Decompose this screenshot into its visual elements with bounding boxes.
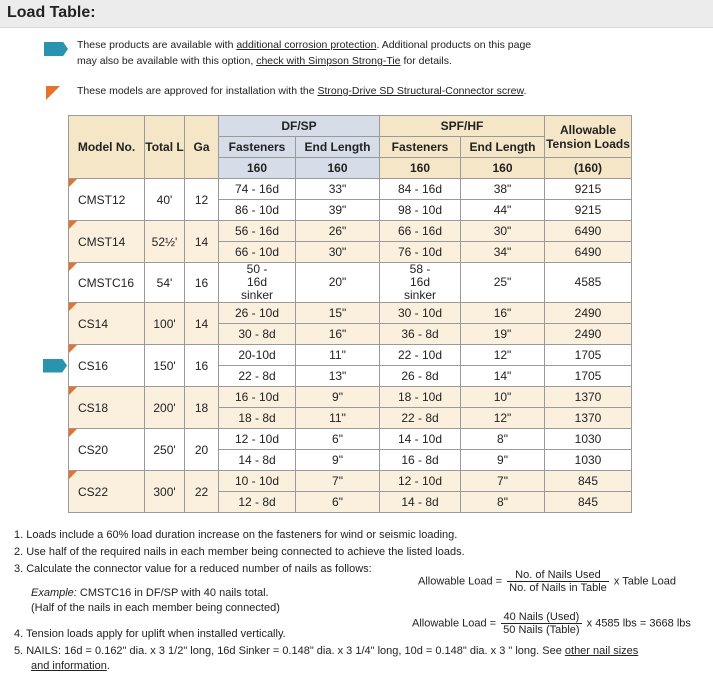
model-cell: [69, 303, 145, 345]
spf-end-length-cell: 12": [461, 408, 545, 429]
blue-flag-icon: [44, 42, 68, 56]
spf-fasteners-cell: 14 - 8d: [380, 492, 461, 513]
allowable-load-cell: 9215: [545, 179, 632, 200]
table-row: [69, 471, 632, 492]
dfsp-fasteners-cell: 18 - 8d: [219, 408, 296, 429]
spf-end-length-cell: 8": [461, 492, 545, 513]
model-cell: [69, 345, 145, 387]
sd-screw-link[interactable]: Strong-Drive SD Structural-Connector screw: [317, 85, 524, 97]
header-load-duration: 160: [296, 158, 380, 179]
orange-flag-icon: [69, 471, 77, 479]
legend-blue-text: for details.: [400, 55, 452, 67]
spf-fasteners-cell: 30 - 10d: [380, 303, 461, 324]
orange-flag-icon: [69, 387, 77, 395]
dfsp-end-length-cell: 11": [296, 408, 380, 429]
spf-end-length-cell: 7": [461, 471, 545, 492]
corrosion-protection-link[interactable]: additional corrosion protection: [236, 39, 377, 51]
dfsp-fasteners-cell: 20-10d: [219, 345, 296, 366]
note-3: 3. Calculate the connector value for a reduced number of nails as follows:: [14, 563, 372, 575]
dfsp-end-length-cell: 6": [296, 492, 380, 513]
formula-fraction: [501, 611, 581, 636]
allowable-load-cell: 1030: [545, 450, 632, 471]
spf-fasteners-cell: 14 - 10d: [380, 429, 461, 450]
spf-end-length-cell: 14": [461, 366, 545, 387]
formula-example: [412, 611, 691, 636]
header-load-duration: 160: [380, 158, 461, 179]
model-cell: [69, 429, 145, 471]
formula-numerator: No. of Nails Used: [507, 569, 609, 582]
header-spf-fasteners: Fasteners: [380, 137, 461, 158]
dfsp-fasteners-cell: 56 - 16d: [219, 221, 296, 242]
dfsp-fasteners-cell: 12 - 8d: [219, 492, 296, 513]
orange-flag-icon: [69, 221, 77, 229]
header-model: Model No.: [69, 116, 145, 179]
allowable-load-cell: 845: [545, 471, 632, 492]
header-allowable-duration: (160): [545, 158, 632, 179]
model-label: CMSTC16: [78, 275, 135, 290]
dfsp-end-length-cell: 6": [296, 429, 380, 450]
dfsp-end-length-cell: 16": [296, 324, 380, 345]
dfsp-fasteners-cell: 14 - 8d: [219, 450, 296, 471]
legend-orange-text: These models are approved for installation with the: [77, 85, 318, 97]
allowable-load-cell: 2490: [545, 324, 632, 345]
header-spf-end-length: End Length: [461, 137, 545, 158]
orange-flag-icon: [69, 345, 77, 353]
dfsp-end-length-cell: 26": [296, 221, 380, 242]
dfsp-end-length-cell: 15": [296, 303, 380, 324]
model-label: CS14: [78, 316, 109, 331]
dfsp-fasteners-cell: 26 - 10d: [219, 303, 296, 324]
header-allowable: Allowable Tension Loads: [545, 116, 632, 158]
dfsp-fasteners-cell: 30 - 8d: [219, 324, 296, 345]
allowable-load-cell: 6490: [545, 221, 632, 242]
gauge-cell: 14: [185, 303, 219, 345]
header-ga: Ga: [185, 116, 219, 179]
header-dfsp: DF/SP: [219, 116, 380, 137]
example-text: CMSTC16 in DF/SP with 40 nails total.: [76, 587, 269, 599]
spf-end-length-cell: 8": [461, 429, 545, 450]
page-title: Load Table:: [7, 4, 96, 21]
gauge-cell: 16: [185, 345, 219, 387]
total-length-cell: 200': [145, 387, 185, 429]
gauge-cell: 18: [185, 387, 219, 429]
dfsp-end-length-cell: 33": [296, 179, 380, 200]
page-header: [0, 0, 713, 28]
formula-lhs: Allowable Load =: [418, 575, 503, 588]
table-row: [69, 345, 632, 366]
spf-fasteners-cell: 12 - 10d: [380, 471, 461, 492]
dfsp-end-length-cell: 9": [296, 450, 380, 471]
spf-end-length-cell: 10": [461, 387, 545, 408]
table-body: [69, 179, 632, 513]
total-length-cell: 150': [145, 345, 185, 387]
note-2: 2. Use half of the required nails in each member being connected to achieve the listed loads.: [14, 546, 465, 558]
formula-rhs: x Table Load: [613, 575, 677, 588]
note-5-end: .: [106, 660, 110, 672]
dfsp-end-length-cell: 7": [296, 471, 380, 492]
formula-denominator: 50 Nails (Table): [503, 624, 580, 636]
allowable-load-cell: 1030: [545, 429, 632, 450]
dfsp-end-length-cell: 39": [296, 200, 380, 221]
spf-end-length-cell: 30": [461, 221, 545, 242]
model-label: CS16: [78, 358, 109, 373]
example: [31, 586, 280, 616]
note-5: [14, 644, 704, 674]
dfsp-end-length-cell: 20": [296, 263, 380, 303]
header-dfsp-fasteners: Fasteners: [219, 137, 296, 158]
legend-orange-text: .: [523, 85, 527, 97]
allowable-load-cell: 1705: [545, 345, 632, 366]
example-text-2: (Half of the nails in each member being connected): [31, 602, 280, 614]
legend-blue-text: These products are available with: [77, 39, 237, 51]
model-cell: [69, 179, 145, 221]
model-label: CMST12: [78, 192, 126, 207]
spf-end-length-cell: 12": [461, 345, 545, 366]
gauge-cell: 20: [185, 429, 219, 471]
total-length-cell: 40': [145, 179, 185, 221]
orange-flag-icon: [69, 263, 77, 271]
formula-fraction: [507, 569, 609, 594]
model-cell: [69, 471, 145, 513]
gauge-cell: 14: [185, 221, 219, 263]
cs16-blue-flag-icon: [43, 359, 67, 373]
table-row: [69, 263, 632, 303]
table-row: [69, 179, 632, 200]
header-total: Total L: [145, 116, 185, 179]
table-row: [69, 387, 632, 408]
spf-end-length-cell: 19": [461, 324, 545, 345]
table-row: [69, 221, 632, 242]
spf-fasteners-cell: 26 - 8d: [380, 366, 461, 387]
spf-fasteners-cell: 76 - 10d: [380, 242, 461, 263]
dfsp-fasteners-cell: 16 - 10d: [219, 387, 296, 408]
spf-fasteners-cell: 66 - 16d: [380, 221, 461, 242]
formula-numerator: 40 Nails (Used): [501, 611, 581, 624]
header-load-duration: 160: [461, 158, 545, 179]
spf-fasteners-cell: 22 - 8d: [380, 408, 461, 429]
allowable-load-cell: 1705: [545, 366, 632, 387]
total-length-cell: 54': [145, 263, 185, 303]
dfsp-end-length-cell: 30": [296, 242, 380, 263]
formula-lhs: Allowable Load =: [412, 617, 497, 630]
load-table: [68, 115, 632, 513]
spf-end-length-cell: 34": [461, 242, 545, 263]
orange-flag-icon: [69, 179, 77, 187]
nail-sizes-link[interactable]: other nail sizes: [564, 645, 639, 657]
model-label: CMST14: [78, 234, 126, 249]
model-label: CS22: [78, 484, 109, 499]
spf-end-length-cell: 44": [461, 200, 545, 221]
legend-orange: [77, 83, 526, 99]
total-length-cell: 300': [145, 471, 185, 513]
dfsp-end-length-cell: 11": [296, 345, 380, 366]
allowable-load-cell: 1370: [545, 408, 632, 429]
dfsp-end-length-cell: 13": [296, 366, 380, 387]
spf-fasteners-cell: 58 - 16d sinker: [380, 263, 461, 303]
legend-blue-text: may also be available with this option,: [77, 55, 257, 67]
dfsp-fasteners-cell: 66 - 10d: [219, 242, 296, 263]
legend-blue-text: . Additional products on this page: [376, 39, 532, 51]
gauge-cell: 22: [185, 471, 219, 513]
formula-rhs: x 4585 lbs = 3668 lbs: [586, 617, 691, 630]
total-length-cell: 250': [145, 429, 185, 471]
spf-end-length-cell: 9": [461, 450, 545, 471]
note-4: 4. Tension loads apply for uplift when installed vertically.: [14, 628, 286, 640]
spf-end-length-cell: 16": [461, 303, 545, 324]
header-load-duration: 160: [219, 158, 296, 179]
allowable-load-cell: 9215: [545, 200, 632, 221]
nail-info-link[interactable]: and information: [31, 660, 107, 672]
spf-fasteners-cell: 16 - 8d: [380, 450, 461, 471]
model-cell: [69, 221, 145, 263]
total-length-cell: 52½': [145, 221, 185, 263]
allowable-load-cell: 2490: [545, 303, 632, 324]
orange-flag-icon: [69, 429, 77, 437]
gauge-cell: 12: [185, 179, 219, 221]
model-label: CS18: [78, 400, 109, 415]
spf-fasteners-cell: 22 - 10d: [380, 345, 461, 366]
formula-general: [418, 569, 676, 594]
example-label: Example:: [31, 587, 77, 599]
allowable-load-cell: 6490: [545, 242, 632, 263]
spf-end-length-cell: 25": [461, 263, 545, 303]
dfsp-fasteners-cell: 22 - 8d: [219, 366, 296, 387]
dfsp-end-length-cell: 9": [296, 387, 380, 408]
model-label: CS20: [78, 442, 109, 457]
dfsp-fasteners-cell: 10 - 10d: [219, 471, 296, 492]
simpson-link[interactable]: check with Simpson Strong-Tie: [256, 55, 401, 67]
orange-flag-icon: [46, 86, 60, 100]
header-dfsp-end-length: End Length: [296, 137, 380, 158]
dfsp-fasteners-cell: 86 - 10d: [219, 200, 296, 221]
dfsp-fasteners-cell: 50 - 16d sinker: [219, 263, 296, 303]
table-row: [69, 303, 632, 324]
legend-blue: [77, 37, 677, 69]
spf-fasteners-cell: 98 - 10d: [380, 200, 461, 221]
orange-flag-icon: [69, 303, 77, 311]
allowable-load-cell: 845: [545, 492, 632, 513]
dfsp-fasteners-cell: 12 - 10d: [219, 429, 296, 450]
spf-end-length-cell: 38": [461, 179, 545, 200]
spf-fasteners-cell: 84 - 16d: [380, 179, 461, 200]
note-5-text: 5. NAILS: 16d = 0.162" dia. x 3 1/2" long, 16d Sinker = 0.148" dia. x 3 1/4" long, 10d = 0.148" dia. x 3 " long. See: [14, 645, 565, 657]
note-1: 1. Loads include a 60% load duration increase on the fasteners for wind or seismic loading.: [14, 529, 458, 541]
allowable-load-cell: 1370: [545, 387, 632, 408]
dfsp-fasteners-cell: 74 - 16d: [219, 179, 296, 200]
table-row: [69, 429, 632, 450]
model-cell: [69, 263, 145, 303]
spf-fasteners-cell: 36 - 8d: [380, 324, 461, 345]
gauge-cell: 16: [185, 263, 219, 303]
header-spfhf: SPF/HF: [380, 116, 545, 137]
spf-fasteners-cell: 18 - 10d: [380, 387, 461, 408]
allowable-load-cell: 4585: [545, 263, 632, 303]
total-length-cell: 100': [145, 303, 185, 345]
model-cell: [69, 387, 145, 429]
formula-denominator: No. of Nails in Table: [509, 582, 607, 594]
